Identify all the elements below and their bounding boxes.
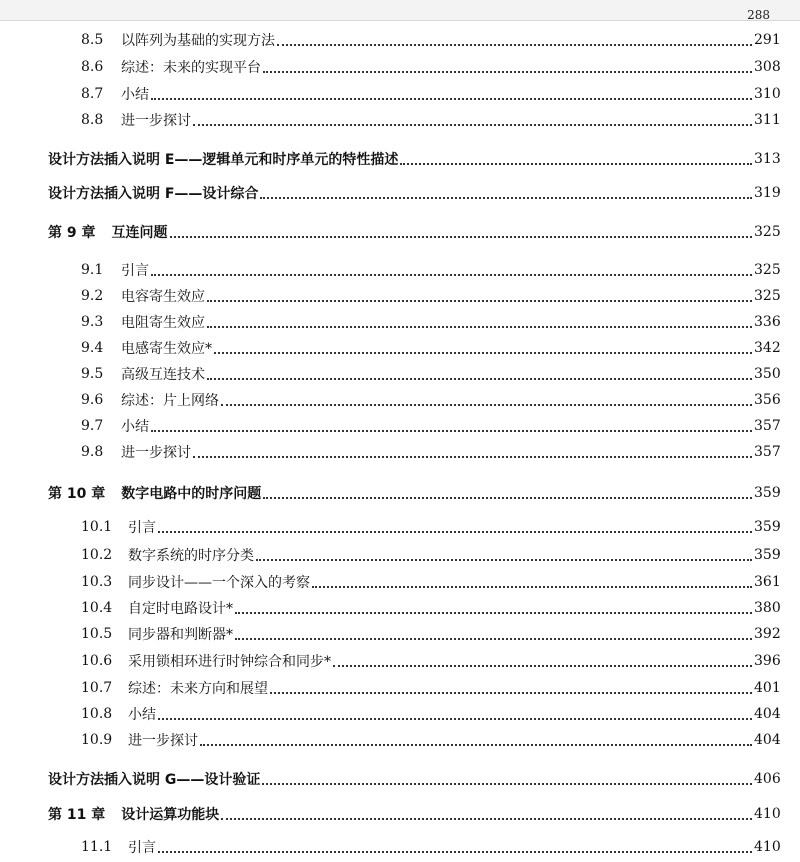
toc-entry-page-number: 313	[754, 151, 781, 167]
toc-entry-page-number: 325	[754, 288, 781, 304]
toc-entry-title: 引言	[128, 840, 156, 856]
toc-entry-number: 8.5	[81, 32, 104, 48]
toc-section-entry[interactable]	[0, 258, 800, 282]
toc-section-entry[interactable]	[0, 543, 800, 567]
toc-entry-number: 10.7	[81, 680, 113, 696]
toc-entry-page-number: 410	[754, 806, 781, 822]
toc-entry-title: 电感寄生效应*	[121, 341, 212, 357]
dot-leader	[400, 162, 752, 165]
toc-section-entry[interactable]	[0, 835, 800, 859]
dot-leader	[193, 455, 752, 458]
dot-leader	[270, 691, 752, 694]
toc-entry-title: 设计方法插入说明 F——设计综合	[48, 186, 259, 202]
toc-section-entry[interactable]	[0, 108, 800, 132]
toc-entry-number: 9.8	[81, 444, 104, 460]
toc-section-entry[interactable]	[0, 82, 800, 106]
toc-entry-title: 互连问题	[111, 225, 168, 241]
toc-entry-title: 设计运算功能块	[121, 807, 220, 823]
toc-chapter-entry[interactable]	[0, 220, 800, 244]
toc-entry-page-number: 361	[754, 574, 781, 590]
toc-section-entry[interactable]	[0, 649, 800, 673]
toc-entry-page-number: 410	[754, 839, 781, 855]
toc-entry-title: 小结	[128, 707, 156, 723]
toc-section-entry[interactable]	[0, 388, 800, 412]
toc-chapter-entry[interactable]	[0, 767, 800, 791]
toc-entry-page-number: 401	[754, 680, 781, 696]
toc-entry-page-number: 359	[754, 485, 781, 501]
toc-entry-number: 9.1	[81, 262, 104, 278]
dot-leader	[256, 558, 752, 561]
toc-entry-title: 进一步探讨	[128, 733, 198, 749]
toc-entry-page-number: 310	[754, 86, 781, 102]
toc-entry-page-number: 357	[754, 418, 781, 434]
dot-leader	[207, 377, 752, 380]
toc-entry-page-number: 325	[754, 224, 781, 240]
toc-entry-page-number: 325	[754, 262, 781, 278]
toc-entry-title: 小结	[121, 419, 149, 435]
dot-leader	[151, 97, 752, 100]
toc-entry-number: 8.6	[81, 59, 104, 75]
toc-entry-number: 第 10 章	[48, 486, 106, 502]
toc-entry-number: 10.3	[81, 574, 113, 590]
dot-leader	[260, 196, 752, 199]
viewer-top-bar	[0, 0, 800, 21]
dot-leader	[221, 403, 752, 406]
toc-entry-number: 10.2	[81, 547, 113, 563]
dot-leader	[263, 496, 752, 499]
dot-leader	[170, 235, 753, 238]
dot-leader	[158, 717, 752, 720]
toc-entry-number: 10.9	[81, 732, 113, 748]
toc-entry-title: 电阻寄生效应	[121, 315, 205, 331]
dot-leader	[277, 43, 752, 46]
toc-chapter-entry[interactable]	[0, 802, 800, 826]
dot-leader	[151, 273, 752, 276]
toc-entry-number: 10.4	[81, 600, 113, 616]
dot-leader	[207, 299, 752, 302]
dot-leader	[214, 351, 752, 354]
toc-entry-page-number: 350	[754, 366, 781, 382]
toc-entry-number: 第 9 章	[48, 225, 96, 241]
dot-leader	[312, 585, 752, 588]
toc-section-entry[interactable]	[0, 728, 800, 752]
toc-entry-page-number: 392	[754, 626, 781, 642]
dot-leader	[221, 817, 752, 820]
toc-entry-title: 设计方法插入说明 G——设计验证	[48, 772, 261, 788]
toc-entry-number: 10.8	[81, 706, 113, 722]
toc-section-entry[interactable]	[0, 702, 800, 726]
toc-entry-number: 第 11 章	[48, 807, 106, 823]
toc-entry-title: 综述：未来的实现平台	[121, 60, 261, 76]
dot-leader	[263, 70, 752, 73]
toc-entry-page-number: 342	[754, 340, 781, 356]
toc-section-entry[interactable]	[0, 284, 800, 308]
toc-entry-title: 小结	[121, 87, 149, 103]
dot-leader	[158, 850, 752, 853]
toc-section-entry[interactable]	[0, 362, 800, 386]
toc-entry-page-number: 359	[754, 547, 781, 563]
toc-entry-number: 9.3	[81, 314, 104, 330]
toc-section-entry[interactable]	[0, 414, 800, 438]
toc-entry-number: 9.7	[81, 418, 104, 434]
toc-entry-title: 数字电路中的时序问题	[121, 486, 262, 502]
toc-entry-number: 9.6	[81, 392, 104, 408]
toc-entry-number: 9.4	[81, 340, 104, 356]
toc-entry-page-number: 319	[754, 185, 781, 201]
toc-section-entry[interactable]	[0, 28, 800, 52]
toc-entry-title: 同步器和判断器*	[128, 627, 233, 643]
toc-section-entry[interactable]	[0, 55, 800, 79]
toc-entry-title: 进一步探讨	[121, 113, 191, 129]
toc-entry-title: 设计方法插入说明 E——逻辑单元和时序单元的特性描述	[48, 152, 399, 168]
toc-entry-page-number: 404	[754, 706, 781, 722]
toc-entry-title: 数字系统的时序分类	[128, 548, 254, 564]
dot-leader	[333, 664, 752, 667]
toc-section-entry[interactable]	[0, 676, 800, 700]
toc-entry-page-number: 311	[754, 112, 781, 128]
toc-section-entry[interactable]	[0, 570, 800, 594]
toc-entry-page-number: 291	[754, 32, 781, 48]
toc-entry-page-number: 359	[754, 519, 781, 535]
toc-entry-title: 引言	[128, 520, 156, 536]
toc-entry-number: 8.7	[81, 86, 104, 102]
toc-entry-page-number: 406	[754, 771, 781, 787]
toc-section-entry[interactable]	[0, 310, 800, 334]
toc-entry-title: 自定时电路设计*	[128, 601, 233, 617]
dot-leader	[193, 123, 752, 126]
dot-leader	[235, 611, 752, 614]
toc-entry-title: 采用锁相环进行时钟综合和同步*	[128, 654, 331, 670]
toc-section-entry[interactable]	[0, 336, 800, 360]
toc-chapter-entry[interactable]	[0, 181, 800, 205]
toc-section-entry[interactable]	[0, 440, 800, 464]
toc-entry-number: 10.6	[81, 653, 113, 669]
toc-entry-title: 综述：片上网络	[121, 393, 219, 409]
toc-entry-title: 同步设计——一个深入的考察	[128, 575, 310, 591]
toc-entry-page-number: 336	[754, 314, 781, 330]
toc-entry-title: 高级互连技术	[121, 367, 205, 383]
toc-entry-title: 综述：未来方向和展望	[128, 681, 268, 697]
dot-leader	[151, 429, 752, 432]
toc-entry-number: 11.1	[81, 839, 113, 855]
toc-chapter-entry[interactable]	[0, 147, 800, 171]
toc-entry-number: 9.5	[81, 366, 104, 382]
toc-section-entry[interactable]	[0, 515, 800, 539]
toc-entry-title: 引言	[121, 263, 149, 279]
toc-entry-number: 10.1	[81, 519, 113, 535]
toc-entry-page-number: 308	[754, 59, 781, 75]
cut-off-page-number: 288	[747, 8, 770, 20]
toc-entry-number: 10.5	[81, 626, 113, 642]
toc-section-entry[interactable]	[0, 622, 800, 646]
toc-entry-title: 进一步探讨	[121, 445, 191, 461]
dot-leader	[200, 743, 752, 746]
toc-entry-page-number: 380	[754, 600, 781, 616]
toc-entry-page-number: 396	[754, 653, 781, 669]
toc-entry-page-number: 356	[754, 392, 781, 408]
dot-leader	[262, 782, 752, 785]
toc-entry-page-number: 357	[754, 444, 781, 460]
toc-chapter-entry[interactable]	[0, 481, 800, 505]
toc-entry-title: 电容寄生效应	[121, 289, 205, 305]
toc-entry-title: 以阵列为基础的实现方法	[121, 33, 275, 49]
toc-section-entry[interactable]	[0, 596, 800, 620]
toc-entry-page-number: 404	[754, 732, 781, 748]
dot-leader	[235, 637, 752, 640]
dot-leader	[207, 325, 752, 328]
dot-leader	[158, 530, 752, 533]
toc-entry-number: 9.2	[81, 288, 104, 304]
toc-entry-number: 8.8	[81, 112, 104, 128]
